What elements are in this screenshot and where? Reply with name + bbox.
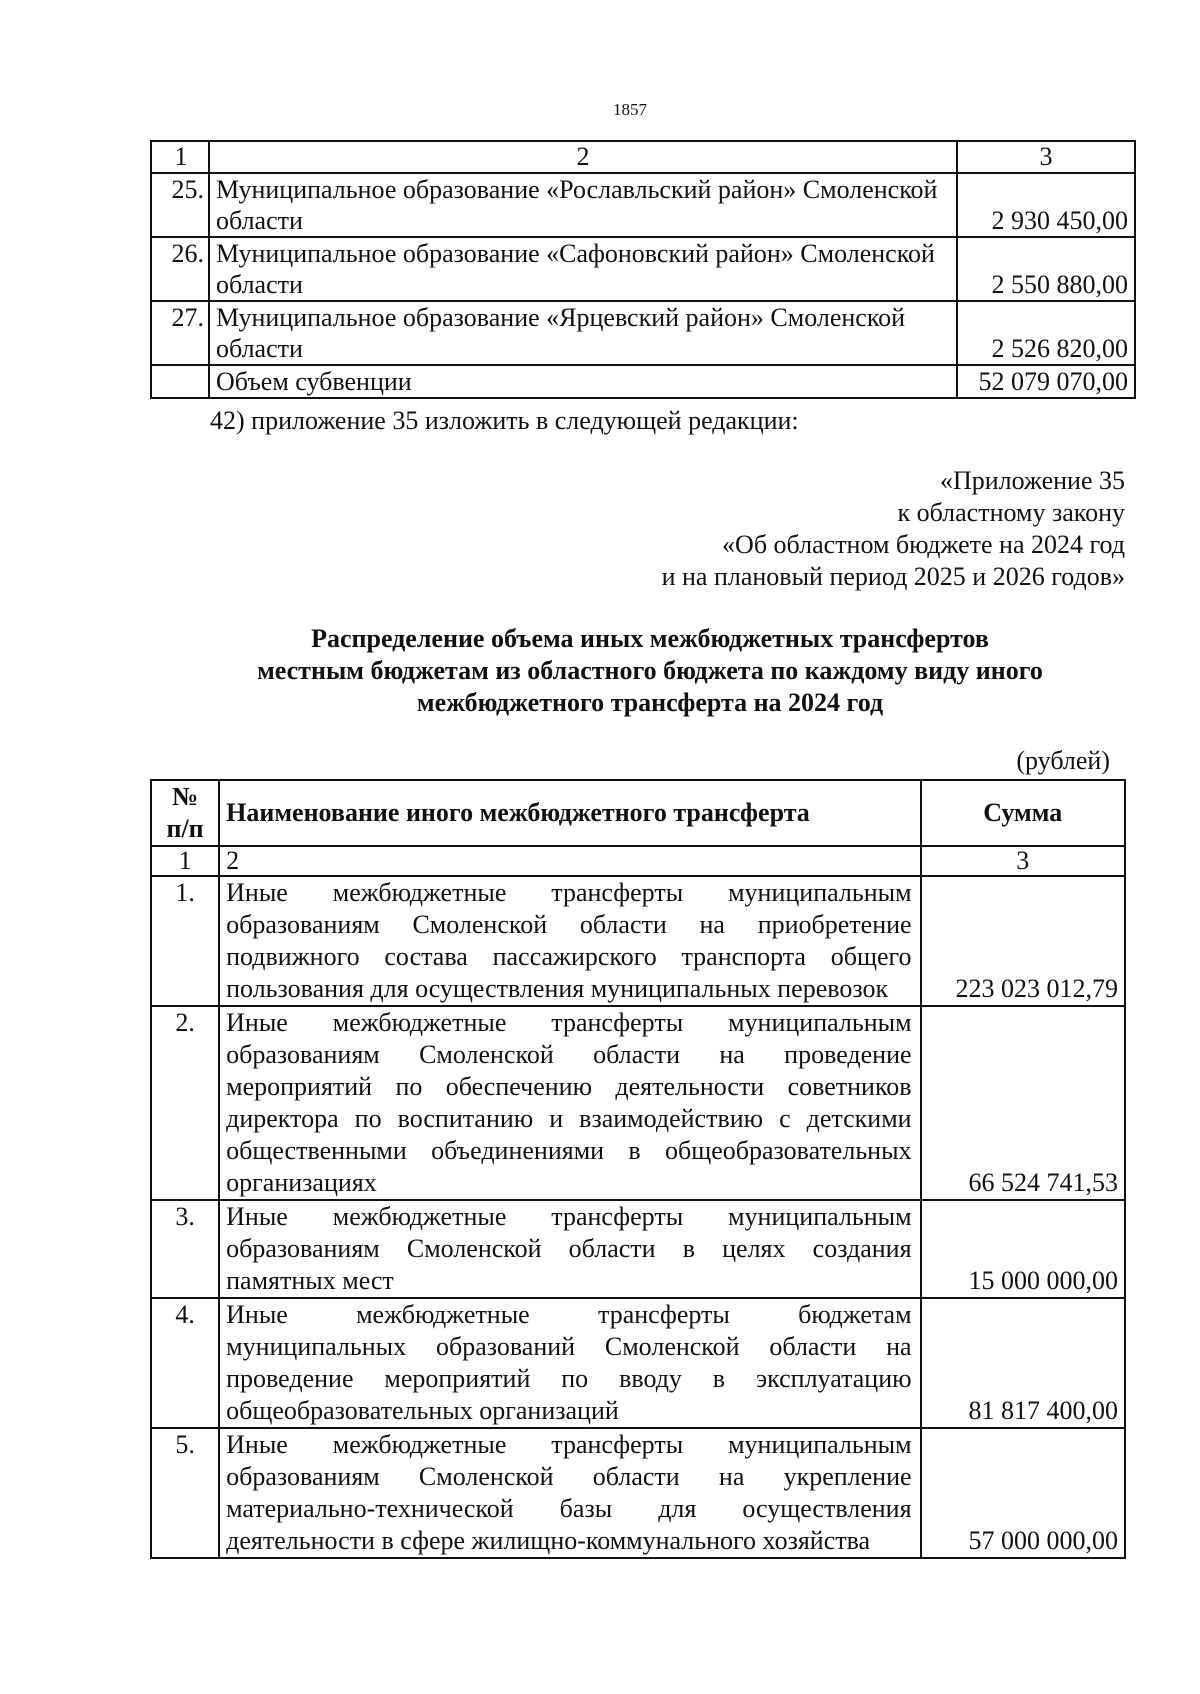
row-amount: 2 930 450,00	[957, 173, 1135, 237]
page-number: 1857	[613, 100, 647, 119]
header-amount: Сумма	[921, 780, 1125, 846]
row-name: Иные межбюджетные трансферты бюджетам муниципальных образований Смоленской области на проведение мероприятий по вводу в эксплуатацию общеобразовательных организаций	[219, 1298, 920, 1428]
row-name: Иные межбюджетные трансферты муниципальным образованиям Смоленской области на приобретение подвижного состава пассажирского транспорта общего пользования для осуществления муниципальных перевозок	[219, 876, 920, 1006]
total-number-empty	[151, 365, 209, 398]
total-amount: 52 079 070,00	[957, 365, 1135, 398]
col-number-2: 2	[219, 846, 920, 876]
appendix-line: и на плановый период 2025 и 2026 годов»	[661, 562, 1125, 591]
row-amount: 57 000 000,00	[921, 1428, 1125, 1558]
row-number: 3.	[151, 1200, 219, 1298]
transfers-table	[150, 779, 1126, 1559]
row-number: 27.	[151, 301, 209, 365]
table-header-row	[151, 141, 1135, 173]
continued-subvention-table	[150, 140, 1136, 399]
row-amount: 81 817 400,00	[921, 1298, 1125, 1428]
table-row	[151, 1006, 1125, 1200]
document-title	[150, 623, 1150, 719]
row-name: Муниципальное образование «Ярцевский район» Смоленской области	[209, 301, 957, 365]
col-number-3: 3	[957, 141, 1135, 173]
row-amount: 223 023 012,79	[921, 876, 1125, 1006]
unit-label: (рублей)	[1016, 746, 1110, 775]
appendix-line: «Приложение 35	[939, 466, 1125, 495]
table-row	[151, 1200, 1125, 1298]
row-number: 5.	[151, 1428, 219, 1558]
appendix-line: к областному закону	[897, 498, 1125, 527]
row-amount: 2 550 880,00	[957, 237, 1135, 301]
row-amount: 2 526 820,00	[957, 301, 1135, 365]
row-name: Иные межбюджетные трансферты муниципальным образованиям Смоленской области на укрепление материально-технической базы для осуществления деятельности в сфере жилищно-коммунального хозяйства	[219, 1428, 920, 1558]
row-amount: 66 524 741,53	[921, 1006, 1125, 1200]
header-number: № п/п	[151, 780, 219, 846]
appendix-heading	[662, 465, 1125, 593]
title-line: Распределение объема иных межбюджетных трансфертов	[311, 624, 989, 653]
row-number: 4.	[151, 1298, 219, 1428]
table-row	[151, 1298, 1125, 1428]
col-number-1: 1	[151, 846, 219, 876]
table-row	[151, 1428, 1125, 1558]
table-row	[151, 876, 1125, 1006]
row-number: 2.	[151, 1006, 219, 1200]
row-number: 25.	[151, 173, 209, 237]
header-name: Наименование иного межбюджетного трансферта	[219, 780, 920, 846]
instruction-text: 42) приложение 35 изложить в следующей редакции:	[210, 406, 799, 435]
col-number-1: 1	[151, 141, 209, 173]
title-line: местным бюджетам из областного бюджета по каждому виду иного	[257, 656, 1043, 685]
row-number: 26.	[151, 237, 209, 301]
row-name: Иные межбюджетные трансферты муниципальным образованиям Смоленской области в целях создания памятных мест	[219, 1200, 920, 1298]
row-name: Муниципальное образование «Рославльский район» Смоленской области	[209, 173, 957, 237]
row-number: 1.	[151, 876, 219, 1006]
col-number-2: 2	[209, 141, 957, 173]
total-label: Объем субвенции	[209, 365, 957, 398]
table-row	[151, 173, 1135, 237]
table-row	[151, 237, 1135, 301]
row-name: Муниципальное образование «Сафоновский район» Смоленской области	[209, 237, 957, 301]
row-name: Иные межбюджетные трансферты муниципальным образованиям Смоленской области на проведение мероприятий по обеспечению деятельности советников директора по воспитанию и взаимодействию с детскими общественными объединениями в общеобразовательных организациях	[219, 1006, 920, 1200]
title-line: межбюджетного трансферта на 2024 год	[416, 688, 884, 717]
table-header-row	[151, 780, 1125, 846]
appendix-line: «Об областном бюджете на 2024 год	[722, 530, 1125, 559]
total-row	[151, 365, 1135, 398]
column-numbers-row	[151, 846, 1125, 876]
col-number-3: 3	[921, 846, 1125, 876]
row-amount: 15 000 000,00	[921, 1200, 1125, 1298]
table-row	[151, 301, 1135, 365]
